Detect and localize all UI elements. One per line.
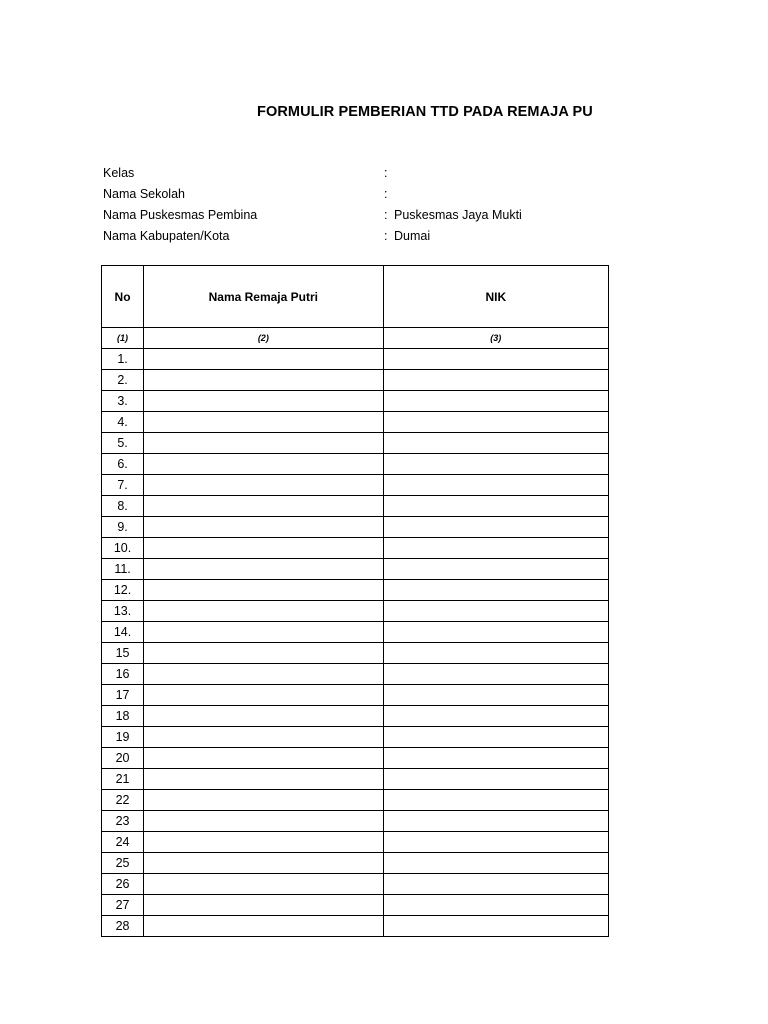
row-name-cell: [144, 916, 383, 937]
row-name-cell: [144, 811, 383, 832]
table-row: [102, 349, 609, 370]
row-nik-cell: [383, 538, 608, 559]
row-nik-cell: [383, 895, 608, 916]
info-colon: :: [384, 208, 388, 222]
row-number: 9.: [102, 517, 144, 538]
info-row-puskesmas: [103, 205, 603, 226]
row-nik-cell: [383, 811, 608, 832]
header-nama-remaja-putri: Nama Remaja Putri: [144, 266, 383, 328]
info-label: Nama Sekolah: [103, 187, 185, 201]
row-name-cell: [144, 454, 383, 475]
table-header-row: [102, 266, 609, 328]
column-number: (1): [102, 328, 144, 349]
row-number: 16: [102, 664, 144, 685]
table-row: [102, 685, 609, 706]
row-nik-cell: [383, 874, 608, 895]
row-nik-cell: [383, 706, 608, 727]
row-nik-cell: [383, 370, 608, 391]
table-body: [102, 349, 609, 937]
row-number: 25: [102, 853, 144, 874]
row-name-cell: [144, 643, 383, 664]
row-number: 15: [102, 643, 144, 664]
table-row: [102, 916, 609, 937]
row-nik-cell: [383, 433, 608, 454]
row-number: 28: [102, 916, 144, 937]
table-row: [102, 664, 609, 685]
row-name-cell: [144, 559, 383, 580]
info-colon: :: [384, 166, 388, 180]
table-row: [102, 454, 609, 475]
row-nik-cell: [383, 559, 608, 580]
info-label: Nama Kabupaten/Kota: [103, 229, 230, 243]
info-label: Nama Puskesmas Pembina: [103, 208, 258, 222]
row-number: 1.: [102, 349, 144, 370]
row-number: 10.: [102, 538, 144, 559]
row-name-cell: [144, 832, 383, 853]
row-name-cell: [144, 664, 383, 685]
row-name-cell: [144, 748, 383, 769]
form-info-block: [103, 163, 603, 247]
row-nik-cell: [383, 664, 608, 685]
row-nik-cell: [383, 412, 608, 433]
row-number: 17: [102, 685, 144, 706]
column-number: (2): [144, 328, 383, 349]
table-row: [102, 412, 609, 433]
info-row-kelas: [103, 163, 603, 184]
column-number: (3): [383, 328, 608, 349]
info-value: Dumai: [394, 229, 431, 243]
row-nik-cell: [383, 496, 608, 517]
table-row: [102, 475, 609, 496]
row-nik-cell: [383, 580, 608, 601]
info-row-nama-sekolah: [103, 184, 603, 205]
row-number: 18: [102, 706, 144, 727]
row-number: 22: [102, 790, 144, 811]
row-name-cell: [144, 391, 383, 412]
row-name-cell: [144, 874, 383, 895]
row-nik-cell: [383, 748, 608, 769]
row-name-cell: [144, 706, 383, 727]
info-value: Puskesmas Jaya Mukti: [394, 208, 522, 222]
row-number: 14.: [102, 622, 144, 643]
table-row: [102, 601, 609, 622]
column-number-row: [102, 328, 609, 349]
row-name-cell: [144, 685, 383, 706]
row-number: 26: [102, 874, 144, 895]
row-name-cell: [144, 895, 383, 916]
row-name-cell: [144, 727, 383, 748]
table-row: [102, 874, 609, 895]
row-nik-cell: [383, 853, 608, 874]
row-number: 19: [102, 727, 144, 748]
header-nik: NIK: [383, 266, 608, 328]
row-number: 27: [102, 895, 144, 916]
row-name-cell: [144, 496, 383, 517]
table-row: [102, 769, 609, 790]
info-row-kabupaten: [103, 226, 603, 247]
row-number: 13.: [102, 601, 144, 622]
table-row: [102, 517, 609, 538]
row-name-cell: [144, 517, 383, 538]
row-nik-cell: [383, 685, 608, 706]
table-row: [102, 370, 609, 391]
table-row: [102, 832, 609, 853]
row-nik-cell: [383, 454, 608, 475]
remaja-putri-table: [101, 265, 609, 937]
row-number: 23: [102, 811, 144, 832]
table-row: [102, 643, 609, 664]
table-row: [102, 853, 609, 874]
row-nik-cell: [383, 391, 608, 412]
table-row: [102, 811, 609, 832]
row-nik-cell: [383, 622, 608, 643]
row-name-cell: [144, 475, 383, 496]
table-row: [102, 622, 609, 643]
row-name-cell: [144, 349, 383, 370]
row-number: 3.: [102, 391, 144, 412]
table-row: [102, 748, 609, 769]
info-label: Kelas: [103, 166, 135, 180]
row-name-cell: [144, 853, 383, 874]
row-number: 12.: [102, 580, 144, 601]
header-no: No: [102, 266, 144, 328]
row-number: 6.: [102, 454, 144, 475]
table-row: [102, 391, 609, 412]
row-nik-cell: [383, 517, 608, 538]
row-nik-cell: [383, 349, 608, 370]
table-row: [102, 706, 609, 727]
row-nik-cell: [383, 832, 608, 853]
row-number: 5.: [102, 433, 144, 454]
row-name-cell: [144, 370, 383, 391]
form-title: FORMULIR PEMBERIAN TTD PADA REMAJA PU: [257, 104, 593, 120]
row-nik-cell: [383, 601, 608, 622]
row-name-cell: [144, 601, 383, 622]
table-row: [102, 790, 609, 811]
row-name-cell: [144, 412, 383, 433]
info-colon: :: [384, 229, 388, 243]
row-name-cell: [144, 580, 383, 601]
table-row: [102, 433, 609, 454]
row-name-cell: [144, 433, 383, 454]
row-nik-cell: [383, 790, 608, 811]
row-number: 2.: [102, 370, 144, 391]
row-nik-cell: [383, 916, 608, 937]
row-nik-cell: [383, 769, 608, 790]
row-number: 20: [102, 748, 144, 769]
table-row: [102, 727, 609, 748]
row-nik-cell: [383, 475, 608, 496]
table-row: [102, 496, 609, 517]
row-number: 11.: [102, 559, 144, 580]
row-number: 21: [102, 769, 144, 790]
table-row: [102, 580, 609, 601]
row-name-cell: [144, 622, 383, 643]
row-number: 7.: [102, 475, 144, 496]
table-row: [102, 895, 609, 916]
table-row: [102, 538, 609, 559]
row-name-cell: [144, 790, 383, 811]
row-nik-cell: [383, 727, 608, 748]
row-nik-cell: [383, 643, 608, 664]
row-number: 4.: [102, 412, 144, 433]
row-name-cell: [144, 538, 383, 559]
table-row: [102, 559, 609, 580]
row-number: 8.: [102, 496, 144, 517]
row-name-cell: [144, 769, 383, 790]
info-colon: :: [384, 187, 388, 201]
row-number: 24: [102, 832, 144, 853]
